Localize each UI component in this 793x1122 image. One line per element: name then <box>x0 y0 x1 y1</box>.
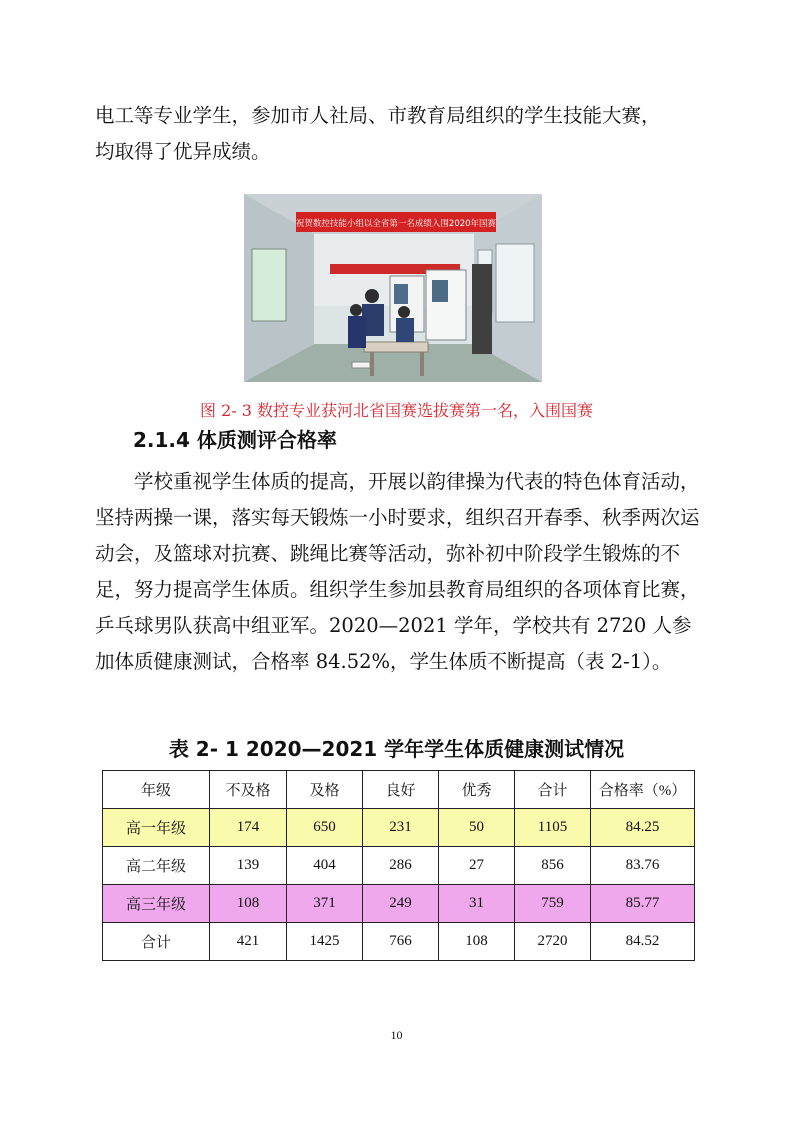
table-cell: 83.76 <box>591 847 695 885</box>
table-cell: 1425 <box>287 923 363 961</box>
table-cell: 231 <box>363 809 439 847</box>
table-cell: 50 <box>439 809 515 847</box>
table-cell: 84.25 <box>591 809 695 847</box>
table-cell: 421 <box>210 923 287 961</box>
body-paragraph: 学校重视学生体质的提高，开展以韵律操为代表的特色体育活动，坚持两操一课，落实每天锻炼一小时要求，组织召开春季、秋季两次运动会，及篮球对抗赛、跳绳比赛等活动，弥补初中阶段学生锻炼的不足，努力提高学生体质。组织学生参加县教育局组织的各项体育比赛，乒乓球男队获高中组亚军。2020—2021 学年，学校共有 2720 人参加体质健康测试，合格率 84.52%，学生体质不断提高（表 2-1）。 <box>95 470 700 673</box>
figure-caption: 图 2- 3 数控专业获河北省国赛选拔赛第一名，入围国赛 <box>199 401 594 420</box>
top-paragraph <box>95 98 705 170</box>
table-cell: 31 <box>439 885 515 923</box>
table-cell: 404 <box>287 847 363 885</box>
table-cell: 高三年级 <box>103 885 210 923</box>
table-cell: 249 <box>363 885 439 923</box>
table-cell: 174 <box>210 809 287 847</box>
table-header-cell: 及格 <box>287 771 363 809</box>
table-cell: 139 <box>210 847 287 885</box>
table-header-cell: 良好 <box>363 771 439 809</box>
table-header-cell: 合格率（%） <box>591 771 695 809</box>
table-cell: 2720 <box>515 923 591 961</box>
photo-banner-text: 祝贺数控技能小组以全省第一名成绩入围2020年国赛 <box>295 219 497 229</box>
table-cell: 85.77 <box>591 885 695 923</box>
top-paragraph-line-1: 电工等专业学生，参加市人社局、市教育局组织的学生技能大赛， <box>95 104 661 127</box>
table-cell: 286 <box>363 847 439 885</box>
table-header-row <box>103 771 695 809</box>
table-cell: 高一年级 <box>103 809 210 847</box>
table-cell: 27 <box>439 847 515 885</box>
table-cell: 759 <box>515 885 591 923</box>
top-paragraph-line-2: 均取得了优异成绩。 <box>95 140 271 163</box>
table-cell: 766 <box>363 923 439 961</box>
table-cell: 108 <box>439 923 515 961</box>
table-cell: 650 <box>287 809 363 847</box>
table-cell: 84.52 <box>591 923 695 961</box>
workshop-photo-illustration <box>244 194 542 382</box>
table-header-cell: 优秀 <box>439 771 515 809</box>
table-header-cell: 年级 <box>103 771 210 809</box>
table-cell: 856 <box>515 847 591 885</box>
table-row <box>103 847 695 885</box>
table-header-cell: 不及格 <box>210 771 287 809</box>
table-cell: 108 <box>210 885 287 923</box>
page-number: 10 <box>390 1028 403 1042</box>
table-cell: 高二年级 <box>103 847 210 885</box>
table-cell: 371 <box>287 885 363 923</box>
table-cell: 1105 <box>515 809 591 847</box>
table-row <box>103 809 695 847</box>
table-row <box>103 923 695 961</box>
table-title: 表 2- 1 2020—2021 学年学生体质健康测试情况 <box>168 737 625 761</box>
section-heading: 2.1.4 体质测评合格率 <box>133 428 337 452</box>
table-header-cell: 合计 <box>515 771 591 809</box>
table-row <box>103 885 695 923</box>
workshop-photo <box>244 194 542 382</box>
fitness-test-table <box>102 770 695 961</box>
table-cell: 合计 <box>103 923 210 961</box>
